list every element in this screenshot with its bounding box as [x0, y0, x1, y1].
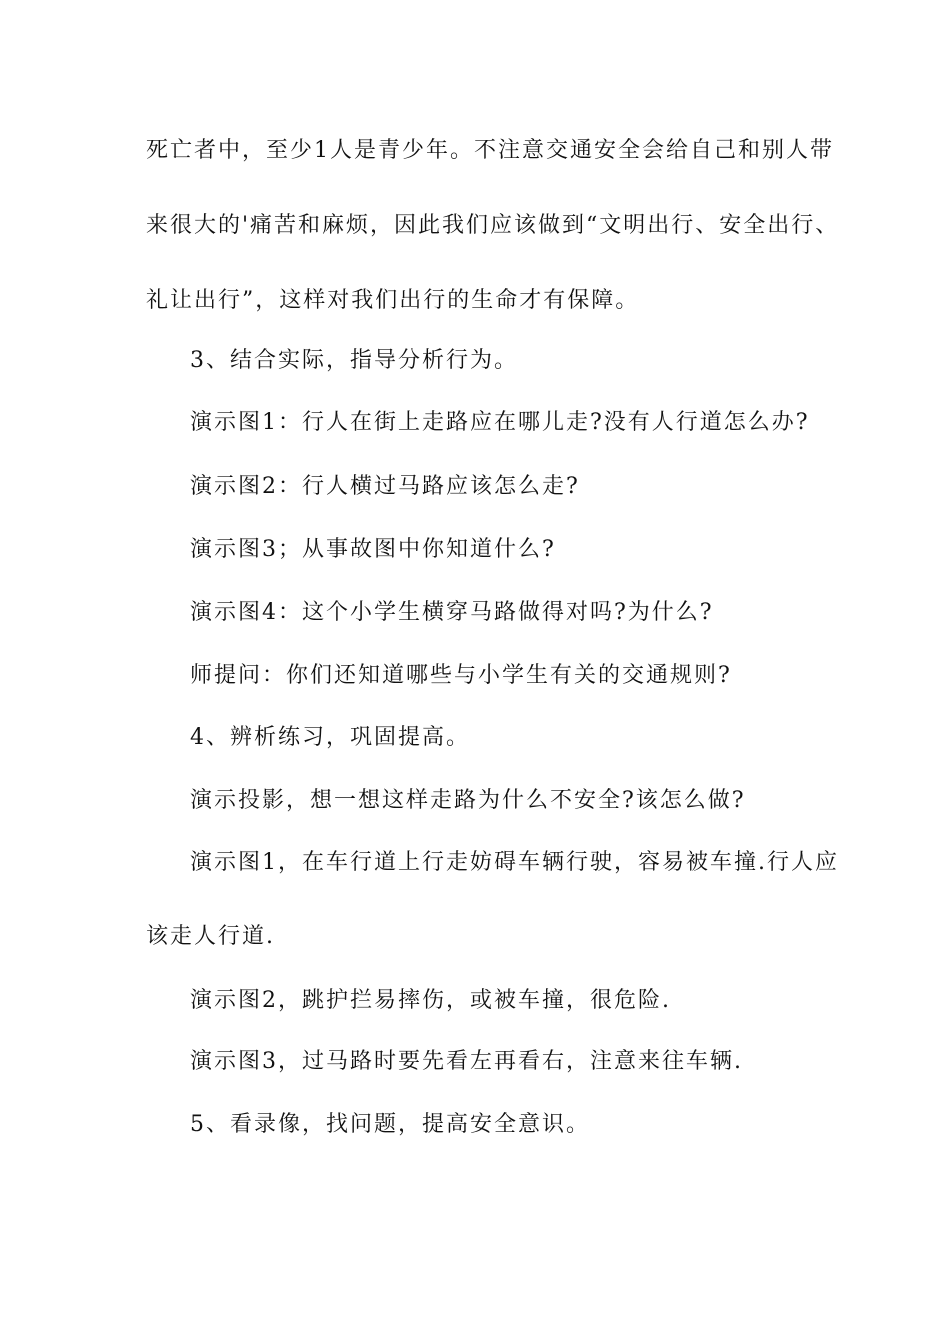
paragraph-line: 演示图1，在车行道上行走妨碍车辆行驶，容易被车撞.行人应 — [190, 850, 839, 875]
paragraph-line: 演示图1：行人在街上走路应在哪儿走?没有人行道怎么办? — [190, 410, 810, 435]
paragraph-line: 礼让出行”，这样对我们出行的生命才有保障。 — [146, 288, 640, 313]
paragraph-line: 演示图3，过马路时要先看左再看右，注意来往车辆. — [190, 1049, 743, 1074]
paragraph-line: 师提问：你们还知道哪些与小学生有关的交通规则? — [190, 663, 732, 688]
section-heading: 5、看录像，找问题，提高安全意识。 — [190, 1112, 590, 1137]
section-heading: 4、辨析练习，巩固提高。 — [190, 725, 470, 750]
section-heading: 3、结合实际，指导分析行为。 — [190, 348, 518, 373]
paragraph-line: 演示图2：行人横过马路应该怎么走? — [190, 474, 580, 499]
paragraph-line: 演示图2，跳护拦易摔伤，或被车撞，很危险. — [190, 988, 671, 1013]
paragraph-line: 死亡者中，至少1人是青少年。不注意交通安全会给自己和别人带 — [146, 138, 834, 163]
paragraph-line: 演示图4：这个小学生横穿马路做得对吗?为什么? — [190, 600, 714, 625]
paragraph-line: 该走人行道. — [146, 924, 275, 949]
paragraph-line: 来很大的'痛苦和麻烦，因此我们应该做到“文明出行、安全出行、 — [146, 213, 840, 238]
paragraph-line: 演示投影，想一想这样走路为什么不安全?该怎么做? — [190, 788, 746, 813]
paragraph-line: 演示图3；从事故图中你知道什么? — [190, 537, 556, 562]
